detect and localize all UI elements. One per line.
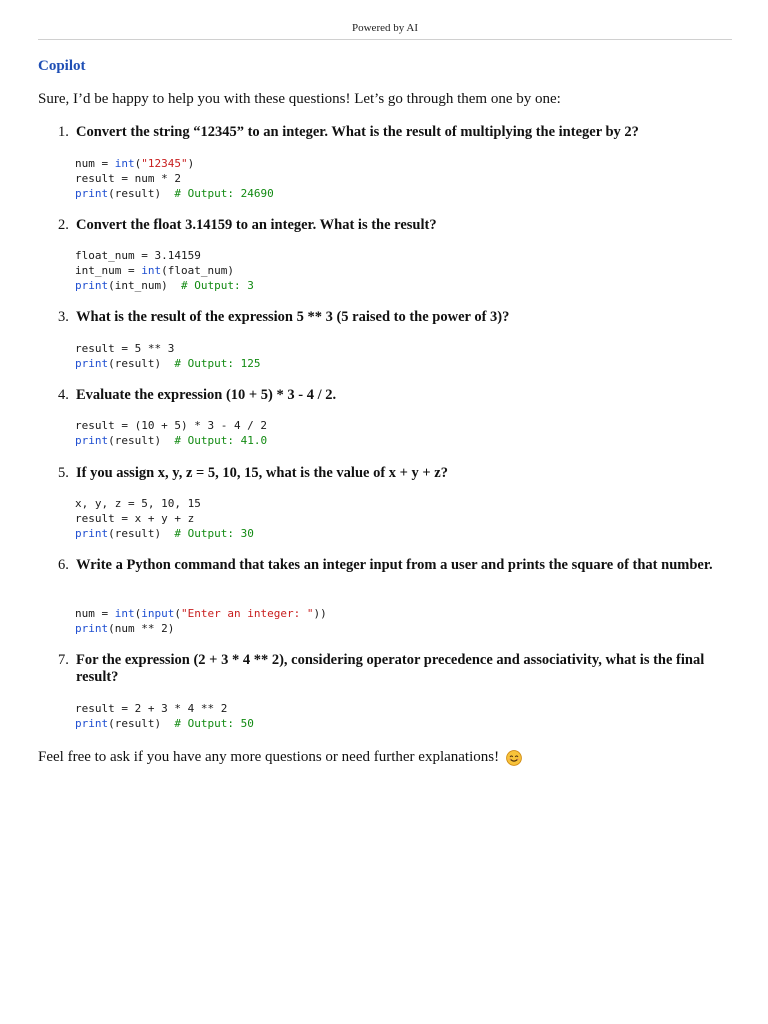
question-2 xyxy=(58,217,738,234)
question-text: Convert the float 3.14159 to an integer. What is the result? xyxy=(76,217,437,233)
code-block-5: x, y, z = 5, 10, 15 result = x + y + z print(result) # Output: 30 xyxy=(75,497,254,540)
code-block-2: float_num = 3.14159 int_num = int(float_num) print(int_num) # Output: 3 xyxy=(75,249,254,292)
closing-text xyxy=(38,749,522,766)
question-text: Convert the string “12345” to an integer. What is the result of multiplying the integer by 2? xyxy=(76,124,639,140)
code-block-3: result = 5 ** 3 print(result) # Output: 125 xyxy=(75,342,261,370)
closing-message: Feel free to ask if you have any more questions or need further explanations! xyxy=(38,749,500,765)
question-number: 5. xyxy=(58,465,69,481)
question-4 xyxy=(58,387,738,404)
question-1 xyxy=(58,124,738,141)
question-text: For the expression (2 + 3 * 4 ** 2), considering operator precedence and associativity, what is the final result? xyxy=(76,652,705,685)
question-text: Write a Python command that takes an integer input from a user and prints the square of that number. xyxy=(76,557,713,573)
question-3 xyxy=(58,309,738,326)
page-header: Powered by AI xyxy=(38,22,732,40)
question-number: 3. xyxy=(58,309,69,325)
question-text: Evaluate the expression (10 + 5) * 3 - 4 / 2. xyxy=(76,387,337,403)
question-5 xyxy=(58,465,738,482)
sender-name: Copilot xyxy=(38,58,86,74)
question-number: 2. xyxy=(58,217,69,233)
code-block-6: num = int(input("Enter an integer: ")) print(num ** 2) xyxy=(75,607,327,635)
question-text: If you assign x, y, z = 5, 10, 15, what is the value of x + y + z? xyxy=(76,465,448,481)
code-block-7: result = 2 + 3 * 4 ** 2 print(result) # Output: 50 xyxy=(75,702,254,730)
smiling-face-icon xyxy=(506,750,522,766)
code-block-4: result = (10 + 5) * 3 - 4 / 2 print(result) # Output: 41.0 xyxy=(75,419,268,447)
question-6 xyxy=(58,557,738,574)
question-number: 1. xyxy=(58,124,69,140)
question-text: What is the result of the expression 5 ** 3 (5 raised to the power of 3)? xyxy=(76,309,510,325)
intro-text: Sure, I’d be happy to help you with these questions! Let’s go through them one by one: xyxy=(38,91,561,107)
question-7 xyxy=(58,652,738,686)
question-number: 7. xyxy=(58,652,69,668)
question-number: 4. xyxy=(58,387,69,403)
question-number: 6. xyxy=(58,557,69,573)
code-block-1: num = int("12345") result = num * 2 print(result) # Output: 24690 xyxy=(75,157,274,200)
